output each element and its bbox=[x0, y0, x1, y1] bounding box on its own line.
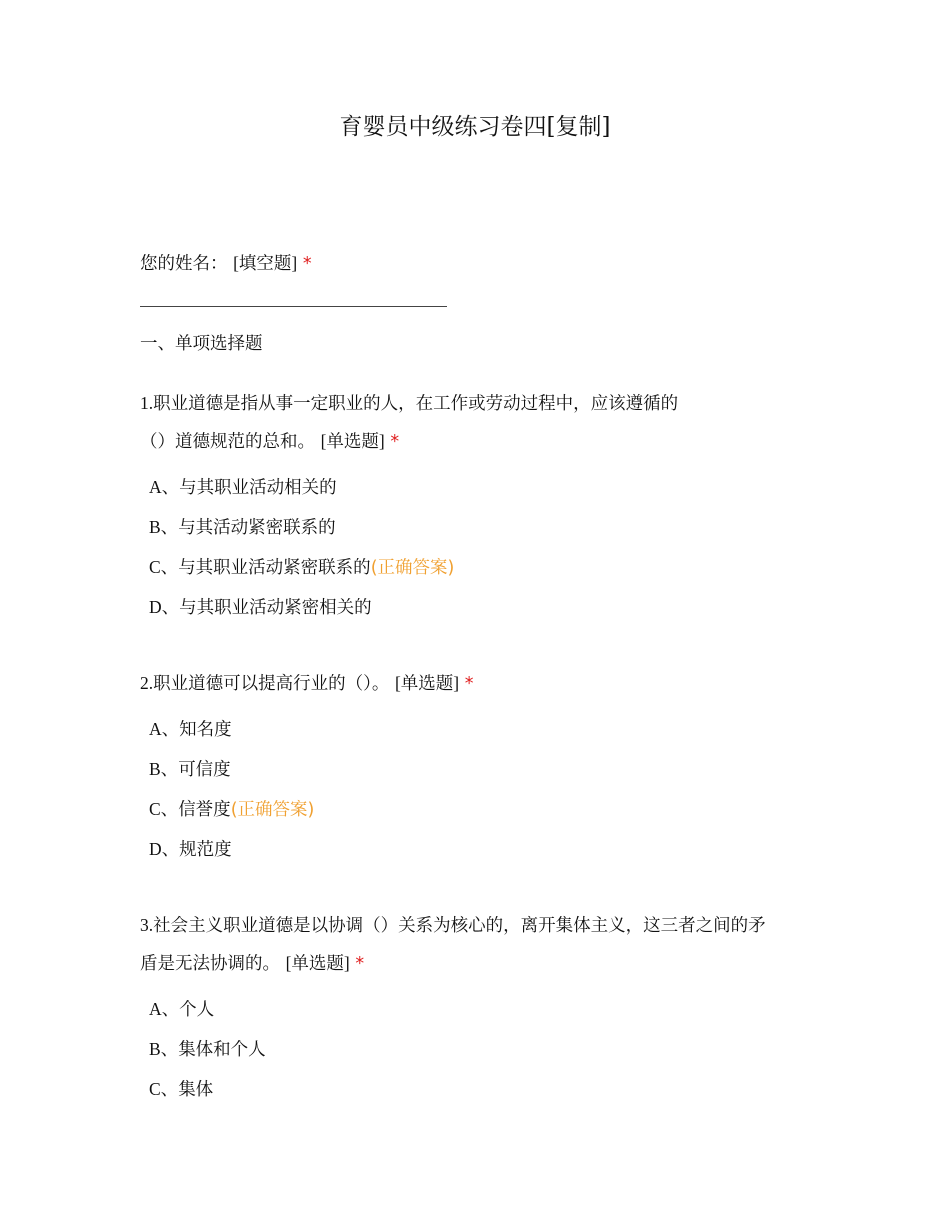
correct-answer-badge: (正确答案) bbox=[370, 558, 455, 578]
option-text: 与其职业活动相关的 bbox=[179, 478, 337, 498]
option-2b[interactable] bbox=[149, 757, 231, 782]
option-letter: A、 bbox=[149, 999, 180, 1019]
page-title: 育婴员中级练习卷四[复制] bbox=[339, 114, 611, 140]
option-2c[interactable] bbox=[149, 797, 314, 822]
section-heading: 一、单项选择题 bbox=[140, 334, 263, 354]
option-text: 规范度 bbox=[179, 840, 232, 860]
option-letter: C、 bbox=[149, 1079, 179, 1099]
question-number: 2. bbox=[140, 673, 154, 693]
option-letter: B、 bbox=[149, 759, 179, 779]
option-letter: B、 bbox=[149, 1039, 179, 1059]
option-text: 与其活动紧密联系的 bbox=[178, 518, 336, 538]
question-line: 社会主义职业道德是以协调（）关系为核心的，离开集体主义，这三者之间的矛 bbox=[153, 916, 766, 936]
question-number: 3. bbox=[140, 915, 154, 935]
name-question bbox=[140, 251, 312, 276]
question-number: 1. bbox=[140, 393, 154, 413]
name-input[interactable] bbox=[140, 306, 447, 307]
option-text: 个人 bbox=[179, 1000, 215, 1020]
option-letter: D、 bbox=[149, 839, 180, 859]
question-type: [填空题] bbox=[233, 253, 298, 273]
option-text: 可信度 bbox=[178, 760, 231, 780]
option-letter: A、 bbox=[149, 477, 180, 497]
option-2d[interactable] bbox=[149, 837, 232, 862]
option-text: 与其职业活动紧密相关的 bbox=[179, 598, 372, 618]
name-label: 您的姓名： bbox=[140, 254, 228, 274]
option-letter: B、 bbox=[149, 517, 179, 537]
option-text: 集体和个人 bbox=[178, 1040, 266, 1060]
question-line: 职业道德是指从事一定职业的人，在工作或劳动过程中，应该遵循的 bbox=[153, 394, 679, 414]
question-type: [单选题] bbox=[394, 673, 460, 693]
option-letter: D、 bbox=[149, 597, 180, 617]
option-3b[interactable] bbox=[149, 1037, 266, 1062]
option-3c[interactable] bbox=[149, 1077, 213, 1102]
option-letter: C、 bbox=[149, 557, 179, 577]
option-1d[interactable] bbox=[149, 595, 372, 620]
option-letter: C、 bbox=[149, 799, 179, 819]
question-line: 盾是无法协调的。 bbox=[140, 954, 280, 974]
question-type: [单选题] bbox=[285, 953, 350, 973]
option-text: 集体 bbox=[178, 1080, 214, 1100]
option-1a[interactable] bbox=[149, 475, 337, 500]
question-2-text bbox=[140, 671, 473, 696]
question-type: [单选题] bbox=[320, 431, 385, 451]
option-letter: A、 bbox=[149, 719, 180, 739]
option-2a[interactable] bbox=[149, 717, 232, 742]
required-mark: * bbox=[302, 254, 312, 274]
required-mark: * bbox=[355, 954, 365, 974]
question-line: 职业道德可以提高行业的（）。 bbox=[153, 674, 390, 694]
question-3-text-cont bbox=[140, 951, 364, 976]
question-1-text-cont bbox=[140, 429, 399, 454]
required-mark: * bbox=[464, 674, 474, 694]
option-text: 与其职业活动紧密联系的 bbox=[178, 558, 371, 578]
option-text: 信誉度 bbox=[178, 800, 231, 820]
required-mark: * bbox=[390, 432, 400, 452]
option-text: 知名度 bbox=[179, 720, 232, 740]
question-3-text bbox=[140, 913, 766, 938]
option-3a[interactable] bbox=[149, 997, 214, 1022]
option-1b[interactable] bbox=[149, 515, 336, 540]
question-1-text bbox=[140, 391, 678, 416]
correct-answer-badge: (正确答案) bbox=[230, 800, 315, 820]
question-line: （）道德规范的总和。 bbox=[140, 432, 315, 452]
option-1c[interactable] bbox=[149, 555, 454, 580]
